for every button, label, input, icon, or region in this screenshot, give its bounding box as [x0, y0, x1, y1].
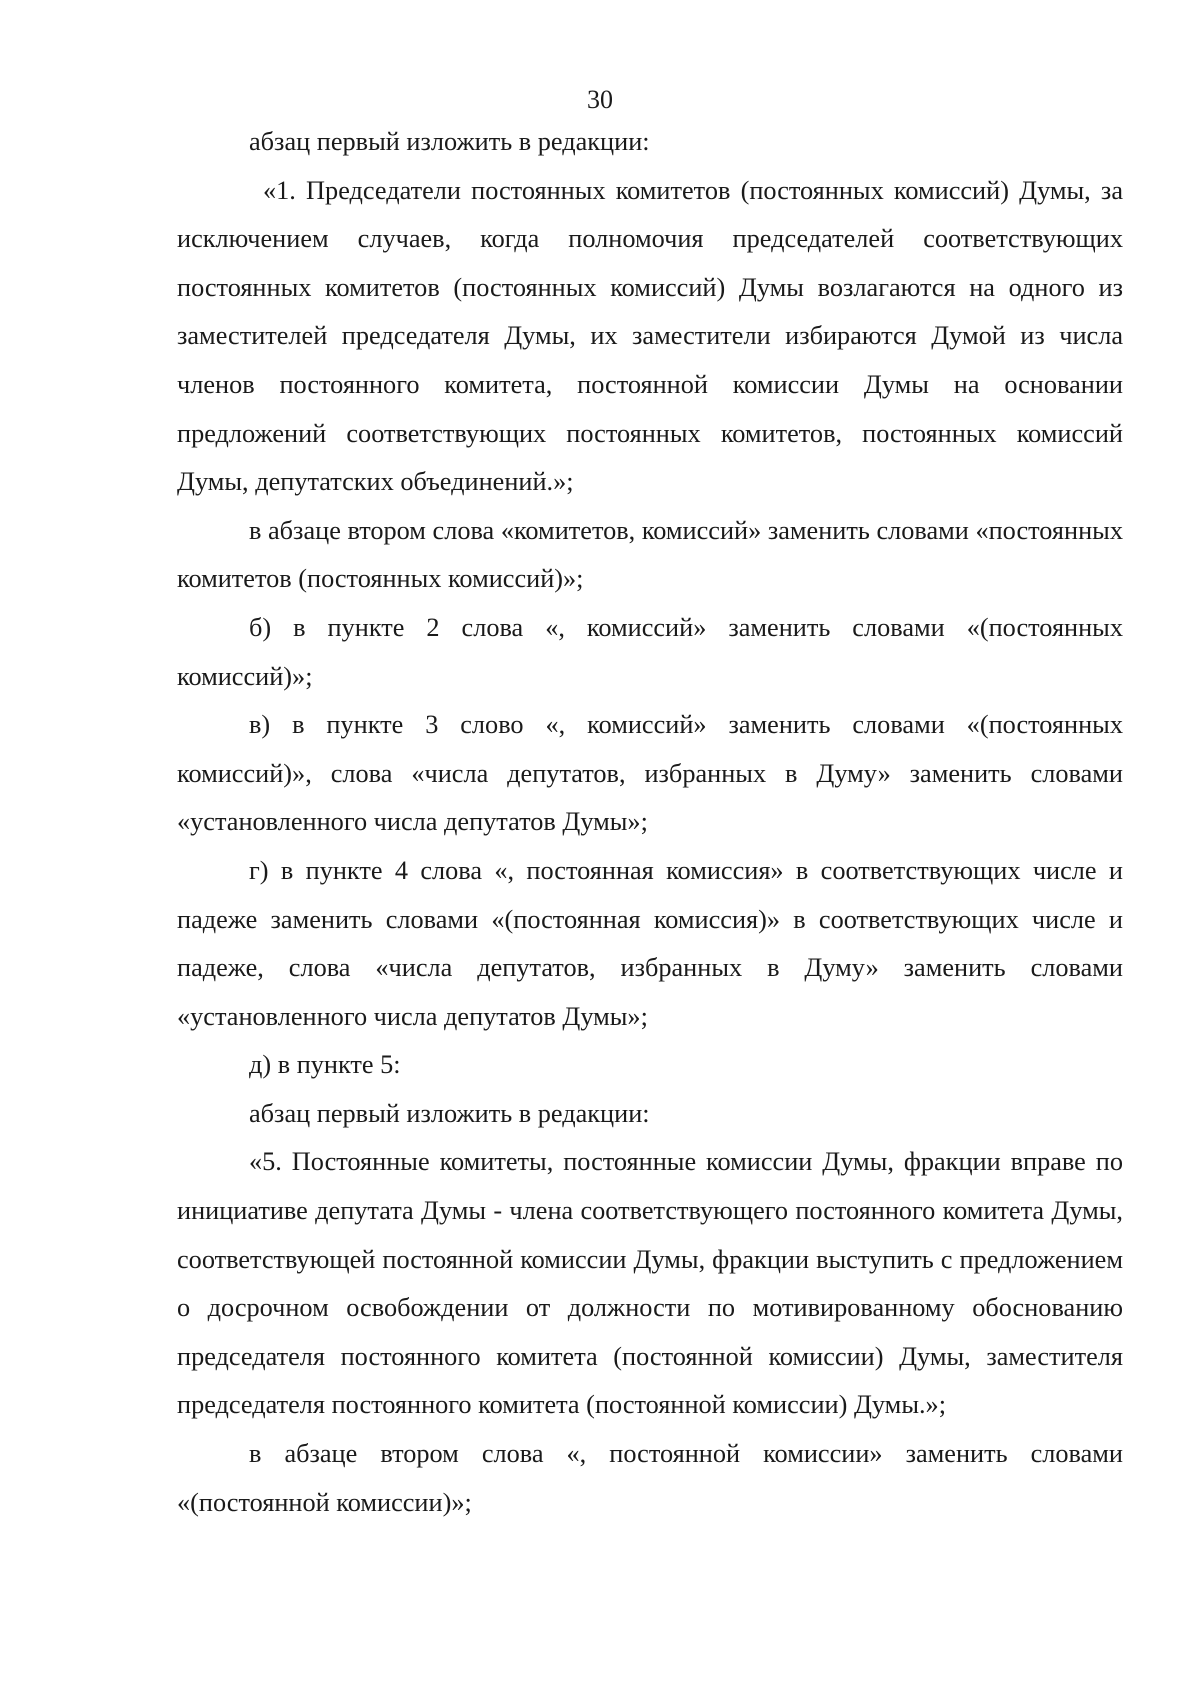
document-body [177, 118, 1123, 1527]
paragraph-7: д) в пункте 5: [249, 1050, 401, 1080]
paragraph-9: «5. Постоянные комитеты, постоянные комиссии Думы, фракции вправе по инициативе депутата Думы - члена соответствующего постоянного комитета Думы, соответствующей постоянной комиссии Думы, фракции выступить с предложением о досрочном освобождении от должности по мотивированному обоснованию председателя постоянного комитета (постоянной комиссии) Думы, заместителя председателя постоянного комитета (постоянной комиссии) Думы.»; [177, 1147, 1123, 1420]
page-number: 30 [587, 85, 613, 114]
paragraph-4: б) в пункте 2 слова «, комиссий» заменить словами «(постоянных комиссий)»; [177, 612, 1123, 691]
paragraph-10: в абзаце втором слова «, постоянной комиссии» заменить словами «(постоянной комиссии)»; [177, 1439, 1123, 1517]
paragraph-8: абзац первый изложить в редакции: [249, 1098, 650, 1128]
paragraph-1: абзац первый изложить в редакции: [249, 127, 650, 156]
paragraph-3: в абзаце втором слова «комитетов, комиссий» заменить словами «постоянных комитетов (постоянных комиссий)»; [177, 515, 1123, 594]
paragraph-2: «1. Председатели постоянных комитетов (постоянных комиссий) Думы, за исключением случаев, когда полномочия председателей соответствующих постоянных комитетов (постоянных комиссий) Думы возлагаются на одного из заместителей председателя Думы, их заместители избираются Думой из числа членов постоянного комитета, постоянной комиссии Думы на основании предложений соответствующих постоянных комитетов, постоянных комиссий Думы, депутатских объединений.»; [177, 175, 1123, 497]
paragraph-6: г) в пункте 4 слова «, постоянная комиссия» в соответствующих числе и падеже заменить словами «(постоянная комиссия)» в соответствующих числе и падеже, слова «числа депутатов, избранных в Думу» заменить словами «установленного числа депутатов Думы»; [177, 855, 1123, 1031]
paragraph-5: в) в пункте 3 слово «, комиссий» заменить словами «(постоянных комиссий)», слова «числа депутатов, избранных в Думу» заменить словами «установленного числа депутатов Думы»; [177, 710, 1123, 837]
